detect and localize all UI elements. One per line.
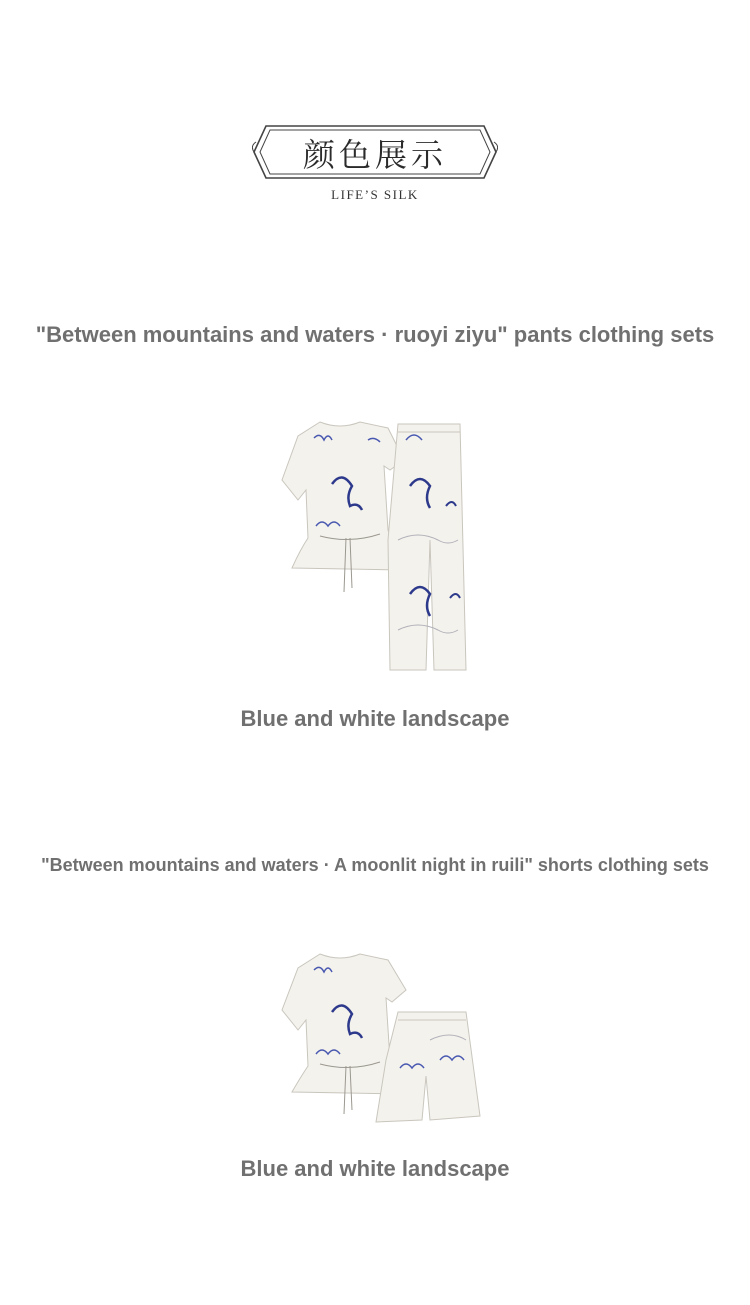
shorts-set-color-label: Blue and white landscape bbox=[240, 1156, 510, 1181]
pants-set-color-label: Blue and white landscape bbox=[240, 706, 510, 731]
brand-name: LIFE’S SILK bbox=[331, 187, 419, 202]
pants-set-title: "Between mountains and waters · ruoyi ziyu" pants clothing sets bbox=[35, 322, 715, 347]
color-display-title: 颜色展示 bbox=[302, 136, 447, 174]
shorts-set-title: "Between mountains and waters · A moonlit night in ruili" shorts clothing sets bbox=[41, 855, 709, 875]
pants-clothing-set-image bbox=[280, 420, 472, 674]
shorts-clothing-set-image bbox=[280, 950, 484, 1126]
